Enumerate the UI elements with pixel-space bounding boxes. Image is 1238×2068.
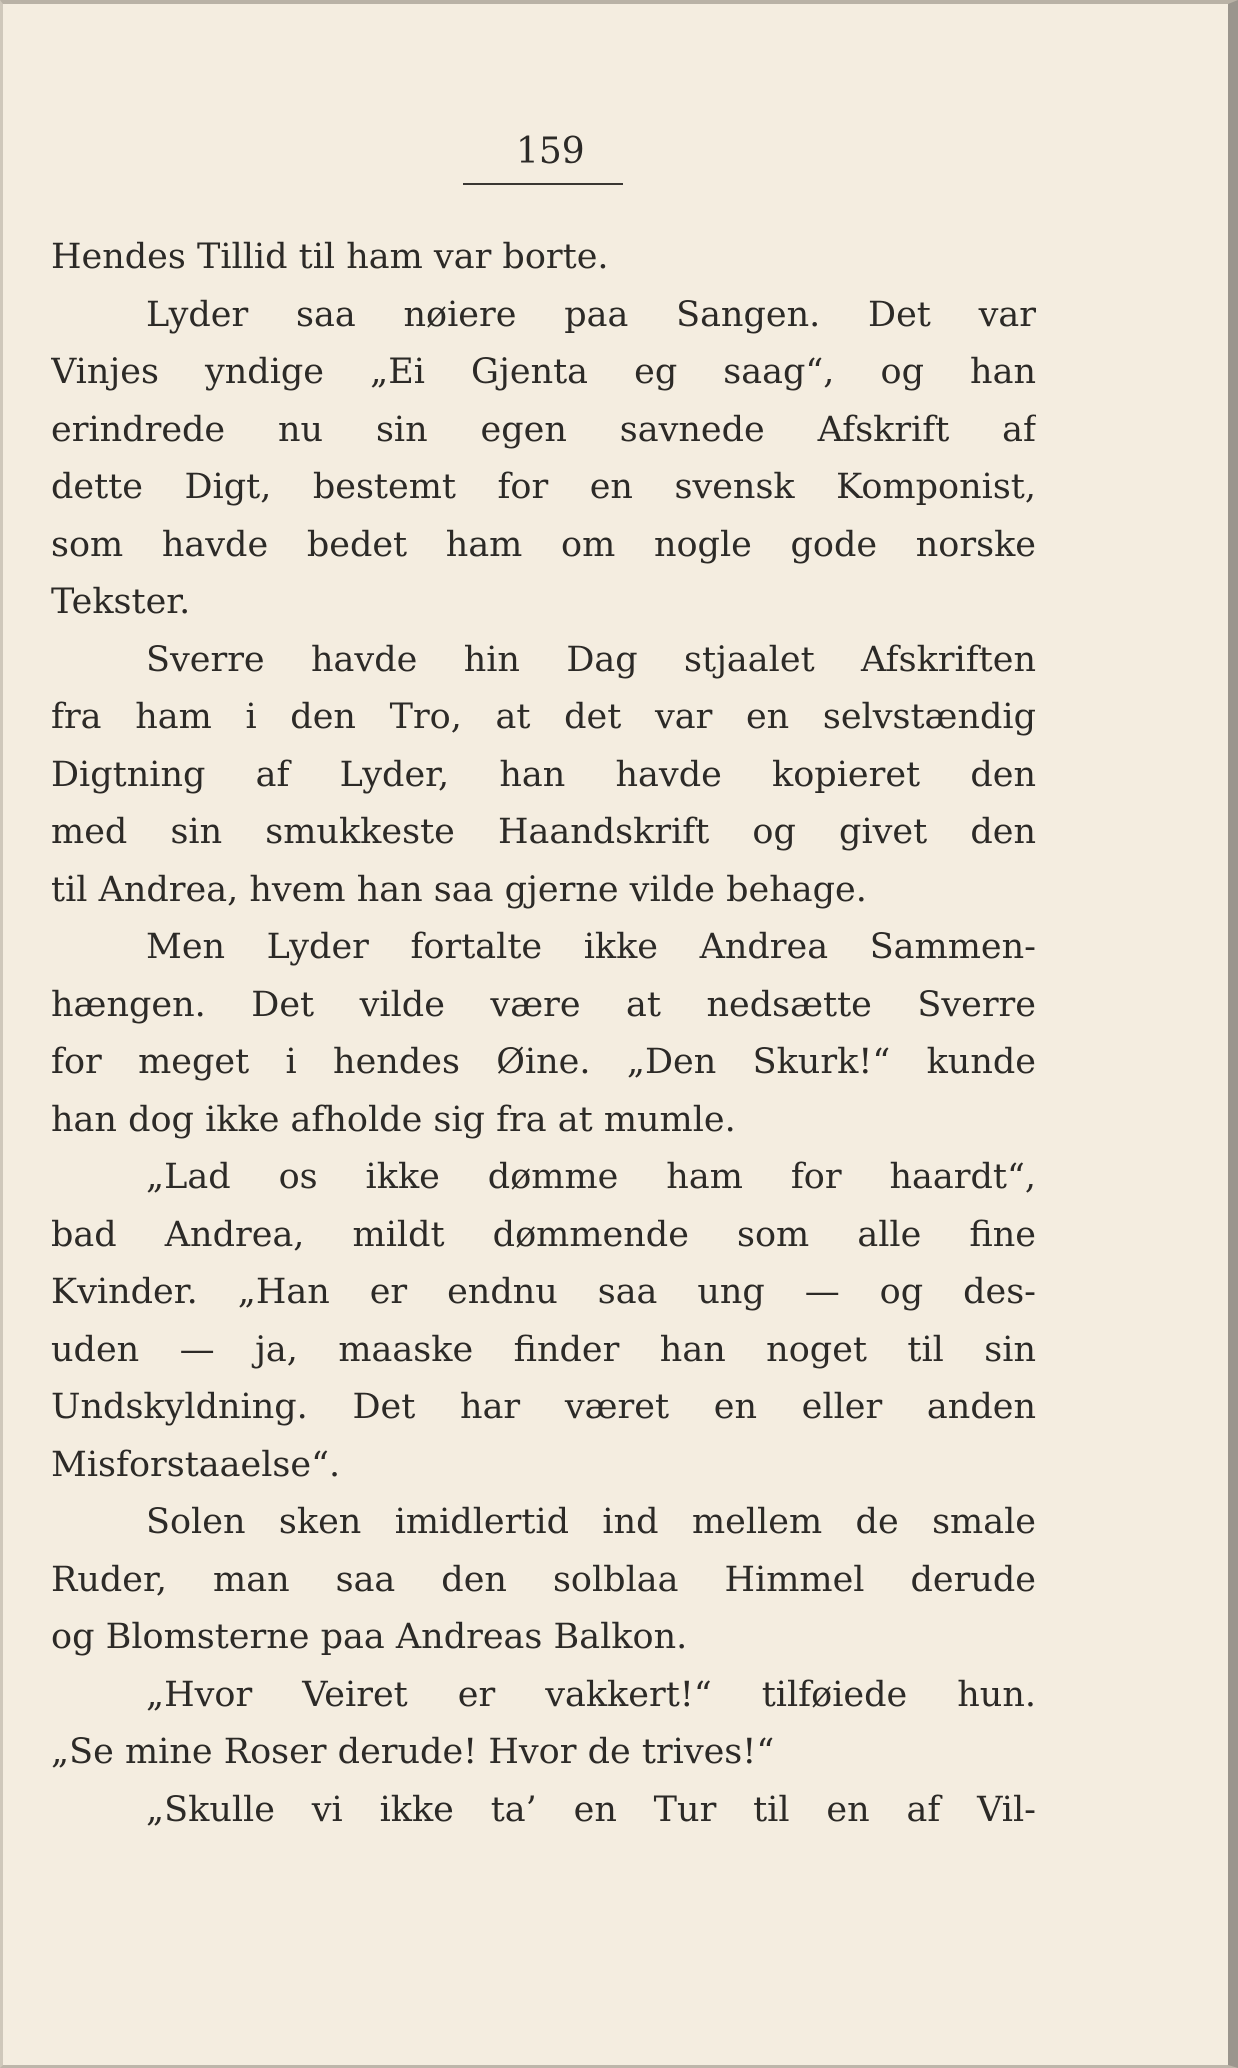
text-line: „Hvor Veiret er vakkert!“ tilføiede hun.	[146, 1674, 1036, 1715]
text-line: Vinjes yndige „Ei Gjenta eg saag“, og han	[51, 352, 1036, 392]
text-line: han dog ikke afholde sig fra at mumle.	[51, 1099, 736, 1140]
text-line: Hendes Tillid til ham var borte.	[51, 237, 609, 277]
text-line: „Lad os ikke dømme ham for haardt“,	[146, 1157, 1036, 1197]
page-number: 159	[516, 131, 585, 172]
text-line: Digtning af Lyder, han havde kopieret den	[51, 754, 1036, 795]
header-rule	[463, 183, 623, 185]
text-line: til Andrea, hvem han saa gjerne vilde behage.	[51, 869, 867, 910]
text-line: Kvinder. „Han er endnu saa ung — og des-	[51, 1272, 1036, 1312]
text-line: Sverre havde hin Dag stjaalet Afskriften	[146, 639, 1036, 680]
text-line: Men Lyder fortalte ikke Andrea Sammen-	[146, 927, 1036, 967]
text-line: Solen sken imidlertid ind mellem de smale	[146, 1502, 1036, 1542]
text-line: Ruder, man saa den solblaa Himmel derude	[51, 1559, 1036, 1600]
text-line: Tekster.	[51, 582, 191, 622]
text-line: fra ham i den Tro, at det var en selvstændig	[51, 697, 1036, 737]
text-line: som havde bedet ham om nogle gode norske	[51, 524, 1036, 565]
text-line: Misforstaaelse“.	[51, 1444, 341, 1485]
text-line: og Blomsterne paa Andreas Balkon.	[51, 1617, 688, 1657]
text-line: bad Andrea, mildt dømmende som alle fine	[51, 1214, 1036, 1255]
text-line: Lyder saa nøiere paa Sangen. Det var	[146, 294, 1036, 335]
body-text	[51, 229, 1036, 1839]
text-line: dette Digt, bestemt for en svensk Komponist,	[51, 467, 1036, 507]
text-line: uden — ja, maaske finder han noget til sin	[51, 1329, 1036, 1370]
page-header	[463, 131, 623, 194]
text-line: med sin smukkeste Haandskrift og givet den	[51, 812, 1036, 852]
text-line: „Skulle vi ikke ta’ en Tur til en af Vil-	[146, 1789, 1036, 1830]
text-line: „Se mine Roser derude! Hvor de trives!“	[51, 1732, 775, 1772]
text-line: erindrede nu sin egen savnede Afskrift af	[51, 409, 1036, 450]
text-line: Undskyldning. Det har været en eller anden	[51, 1387, 1036, 1427]
text-line: for meget i hendes Øine. „Den Skurk!“ kunde	[51, 1042, 1036, 1082]
text-line: hængen. Det vilde være at nedsætte Sverre	[51, 984, 1036, 1025]
